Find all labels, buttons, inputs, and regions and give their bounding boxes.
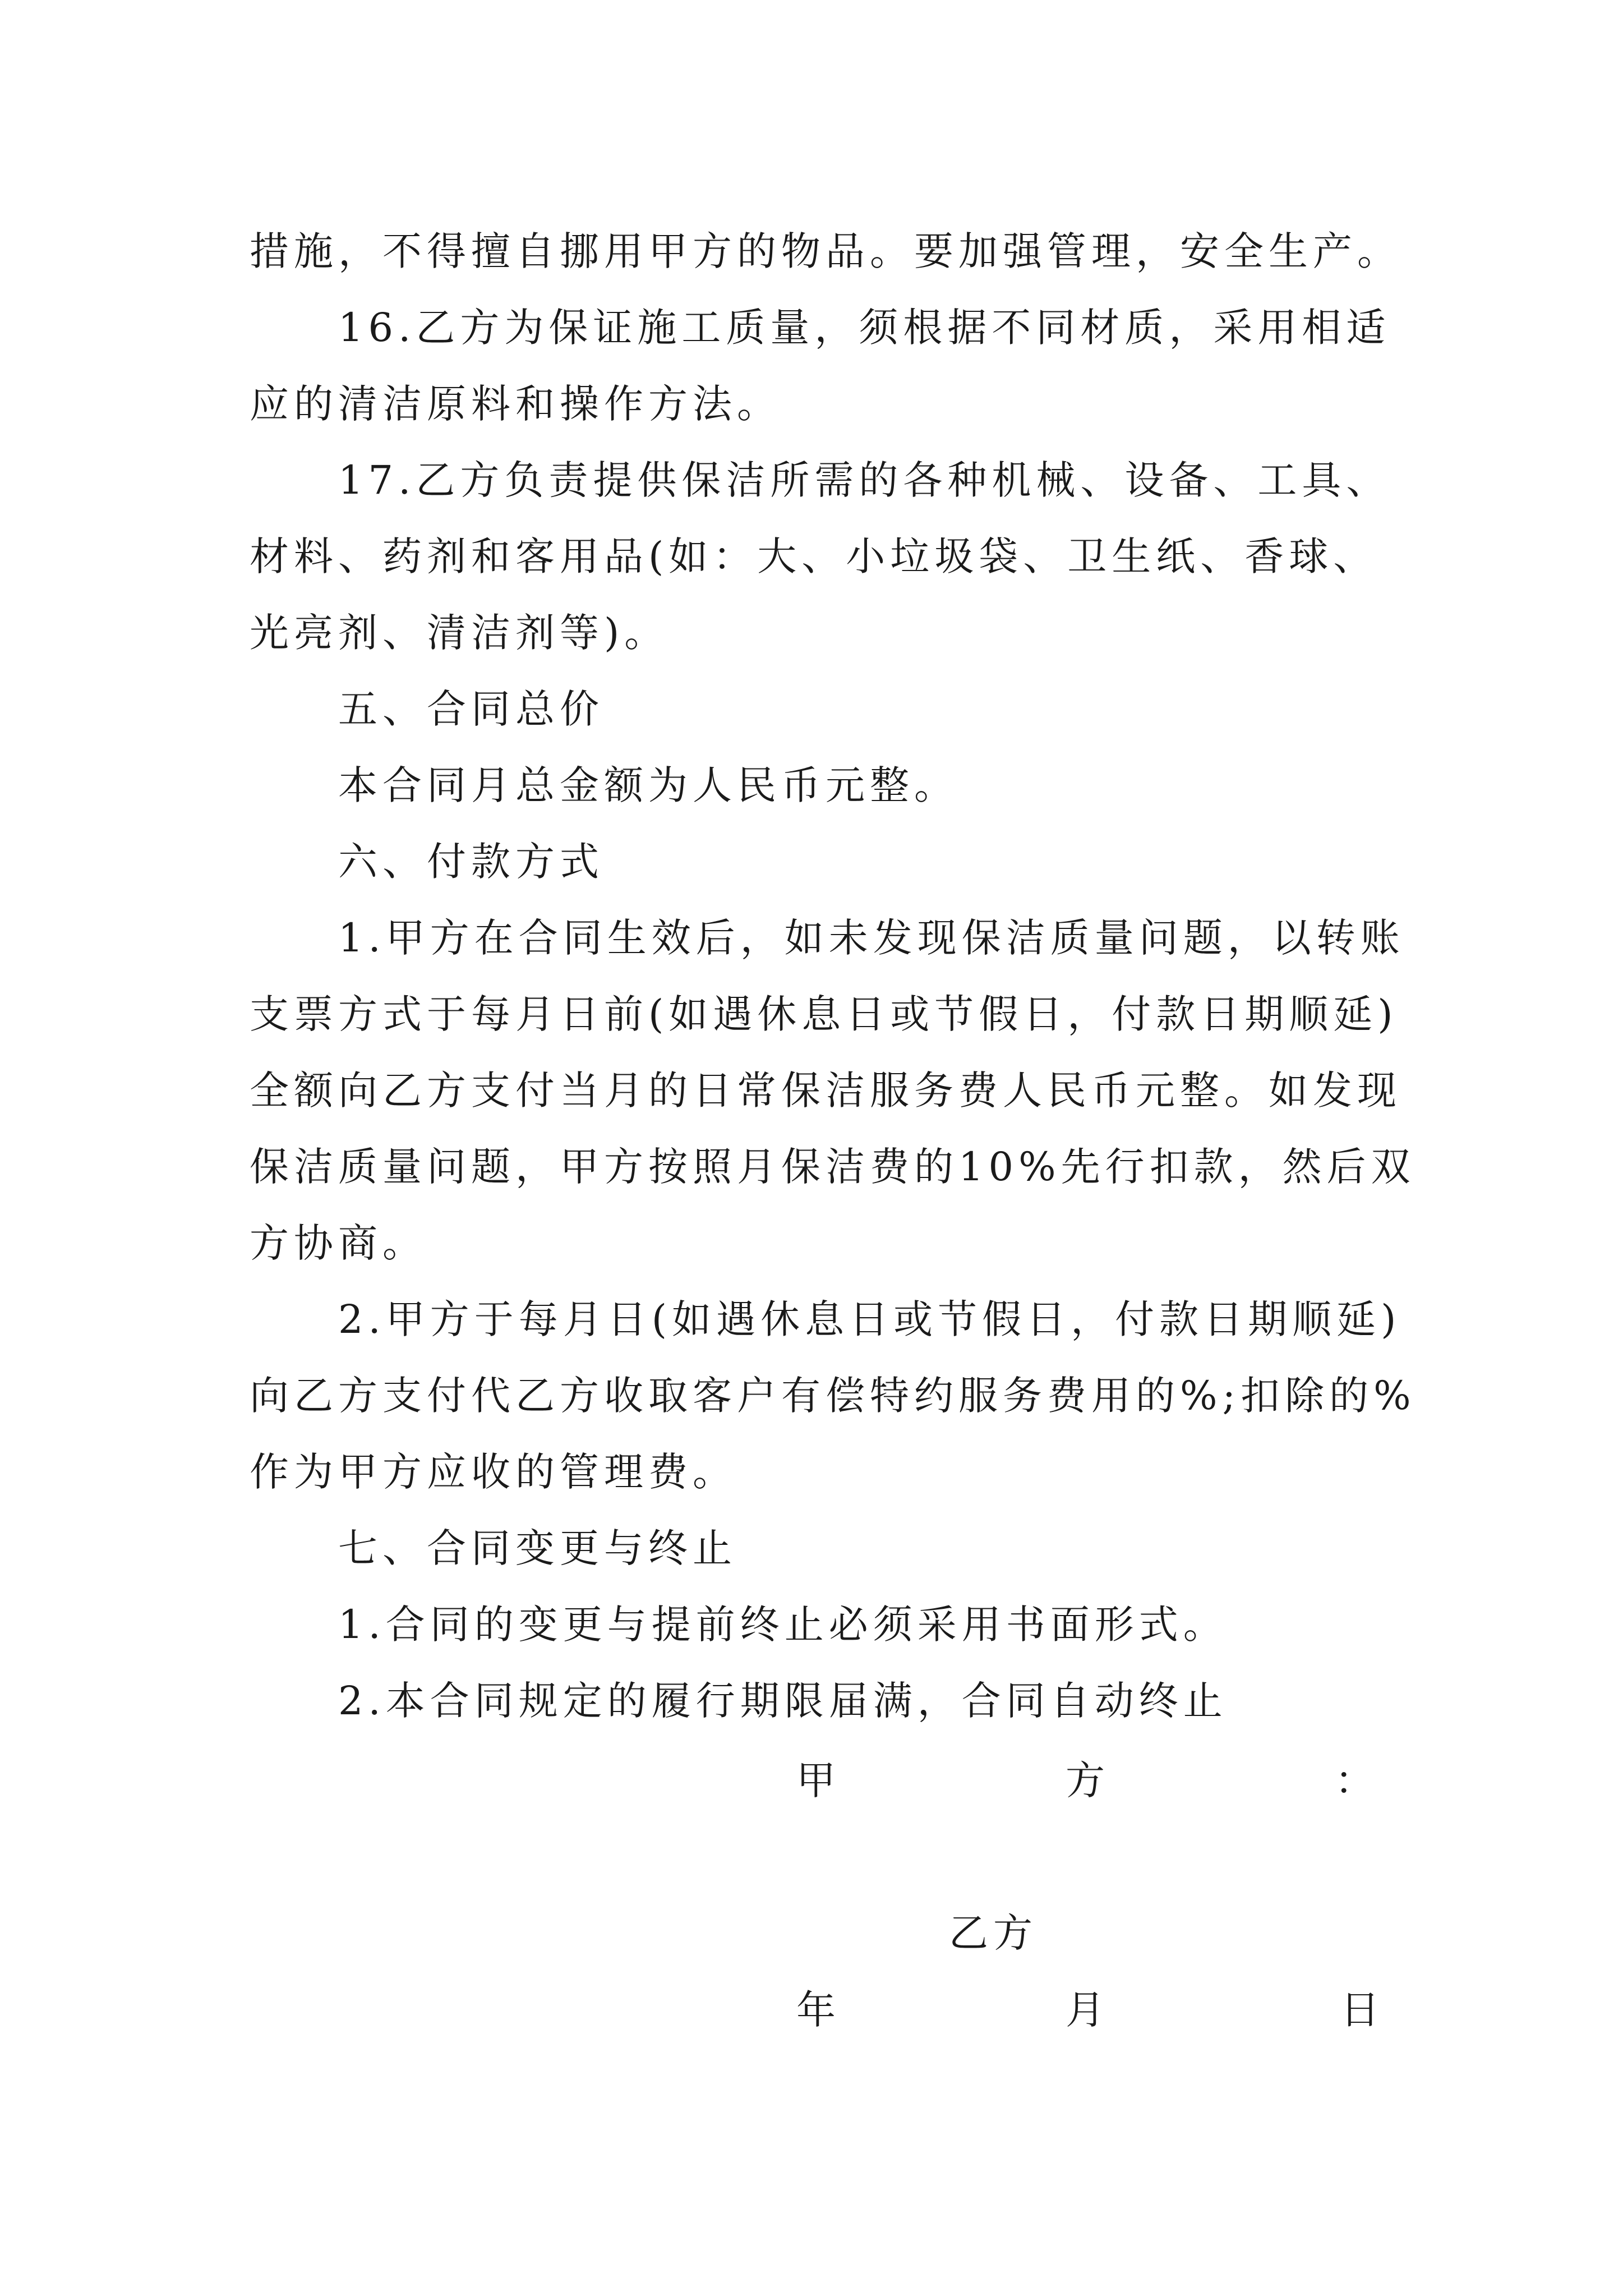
text-line: 向乙方支付代乙方收取客户有偿特约服务费用的%;扣除的% [250,1373,1416,1419]
text-line: 应的清洁原料和操作方法。 [250,381,781,427]
text-line: 1.合同的变更与提前终止必须采用书面形式。 [250,1602,1228,1648]
text-line: 16.乙方为保证施工质量，须根据不同材质，采用相适 [250,305,1391,351]
text-line: 作为甲方应收的管理费。 [250,1449,737,1495]
text-line: 2.甲方于每月日(如遇休息日或节假日，付款日期顺延) [250,1296,1401,1342]
party-a-label-char2: 方 [1066,1757,1105,1803]
text-line: 保洁质量问题，甲方按照月保洁费的10%先行扣款，然后双 [250,1144,1415,1190]
text-line: 措施，不得擅自挪用甲方的物品。要加强管理，安全生产。 [250,228,1401,274]
text-line: 2.本合同规定的履行期限届满，合同自动终止 [250,1678,1228,1724]
text-line: 1.甲方在合同生效后，如未发现保洁质量问题，以转账 [250,915,1405,961]
text-line: 本合同月总金额为人民币元整。 [250,762,958,808]
text-line: 方协商。 [250,1220,427,1266]
text-line: 17.乙方负责提供保洁所需的各种机械、设备、工具、 [250,457,1391,503]
section-heading: 六、付款方式 [250,839,604,885]
text-line: 支票方式于每月日前(如遇休息日或节假日，付款日期顺延) [250,991,1398,1037]
text-line: 材料、药剂和客用品(如：大、小垃圾袋、卫生纸、香球、 [250,533,1378,579]
date-day-label: 日 [1340,1987,1380,2033]
party-a-label-char1: 甲 [796,1757,836,1803]
contract-body [250,213,1416,1739]
text-line: 全额向乙方支付当月的日常保洁服务费人民币元整。如发现 [250,1068,1401,1114]
party-a-colon: ： [1335,1757,1374,1803]
section-heading: 五、合同总价 [250,686,604,732]
party-b-label: 乙方 [949,1910,1038,1956]
date-month-label: 月 [1066,1987,1105,2033]
section-heading: 七、合同变更与终止 [250,1525,737,1571]
date-year-label: 年 [796,1987,836,2033]
text-line: 光亮剂、清洁剂等)。 [250,610,669,656]
